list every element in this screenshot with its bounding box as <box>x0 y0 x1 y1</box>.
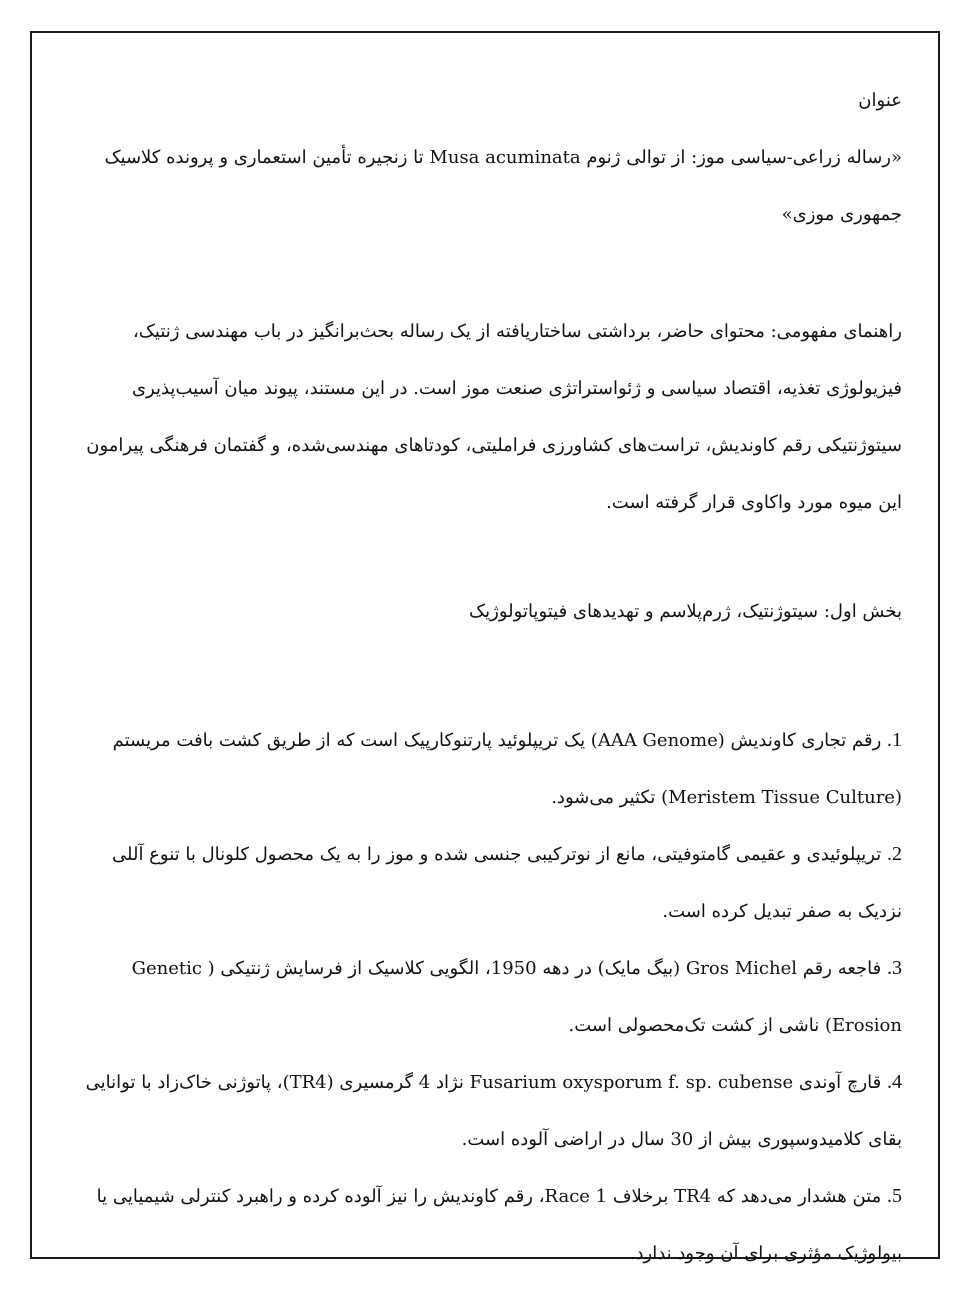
list-item-text-continued: Erosion) ناشی از کشت تک‌محصولی است. <box>568 1015 902 1036</box>
list-item-text: متن هشدار می‌دهد که TR4 برخلاف Race 1، رقم کاوندیش را نیز آلوده کرده و راهبرد کنترلی شیمیایی یا <box>96 1186 882 1207</box>
list-item <box>70 940 902 1054</box>
intro-line: فیزیولوژی تغذیه، اقتصاد سیاسی و ژئواستراتژی صنعت موز است. در این مستند، پیوند میان آسیب‌پذیری <box>131 378 902 399</box>
intro-line: این میوه مورد واکاوی قرار گرفته است. <box>606 492 902 513</box>
list-item-number: 3. <box>887 957 902 979</box>
list-item-number: 1. <box>887 729 902 751</box>
list-item-number: 4. <box>887 1071 902 1093</box>
list-item <box>70 712 902 826</box>
section-heading: بخش اول: سیتوژنتیک، ژرم‌پلاسم و تهدیدهای فیتوپاتولوژیک <box>469 601 902 622</box>
list-item-number: 2. <box>887 843 902 865</box>
list-item-text-continued: نزدیک به صفر تبدیل کرده است. <box>662 901 902 922</box>
intro-line: سیتوژنتیکی رقم کاوندیش، تراست‌های کشاورزی فراملیتی، کودتاهای مهندسی‌شده، و گفتمان فرهنگی پیرامون <box>86 435 902 456</box>
list-item <box>70 1054 902 1168</box>
document-title-line-2: جمهوری موزی» <box>781 204 902 225</box>
list-item-text-continued: بقای کلامیدوسپوری بیش از 30 سال در اراضی آلوده است. <box>461 1129 902 1150</box>
intro-line: راهنمای مفهومی: محتوای حاضر، برداشتی ساختاریافته از یک رساله بحث‌برانگیز در باب مهندسی ژنتیک، <box>132 321 902 342</box>
list-item-text: تریپلوئیدی و عقیمی گامتوفیتی، مانع از نوترکیبی جنسی شده و موز را به یک محصول کلونال با تنوع آللی <box>112 844 882 865</box>
numbered-list <box>70 712 902 1282</box>
list-item-text-continued: (Meristem Tissue Culture) تکثیر می‌شود. <box>551 787 902 808</box>
title-label: عنوان <box>858 90 902 111</box>
list-item <box>70 1168 902 1282</box>
intro-paragraph <box>70 303 902 531</box>
document-body <box>70 72 902 1282</box>
list-item-text: قارچ آوندی Fusarium oxysporum f. sp. cubense نژاد 4 گرمسیری (TR4)، پاتوژنی خاک‌زاد با توانایی <box>85 1072 882 1093</box>
list-item-number: 5. <box>887 1185 902 1207</box>
list-item-text-continued: بیولوژیک مؤثری برای آن وجود ندارد. <box>629 1243 902 1264</box>
list-item-text: فاجعه رقم Gros Michel (بیگ مایک) در دهه 1950، الگویی کلاسیک از فرسایش ژنتیکی ( Genetic <box>131 958 882 979</box>
list-item-text: رقم تجاری کاوندیش (AAA Genome) یک تریپلوئید پارتنوکارپیک است که از طریق کشت بافت مریستم <box>112 730 882 751</box>
list-item <box>70 826 902 940</box>
document-title-line-1: «رساله زراعی-سیاسی موز: از توالی ژنوم Musa acuminata تا زنجیره تأمین استعماری و پرونده کلاسیک <box>104 147 902 168</box>
